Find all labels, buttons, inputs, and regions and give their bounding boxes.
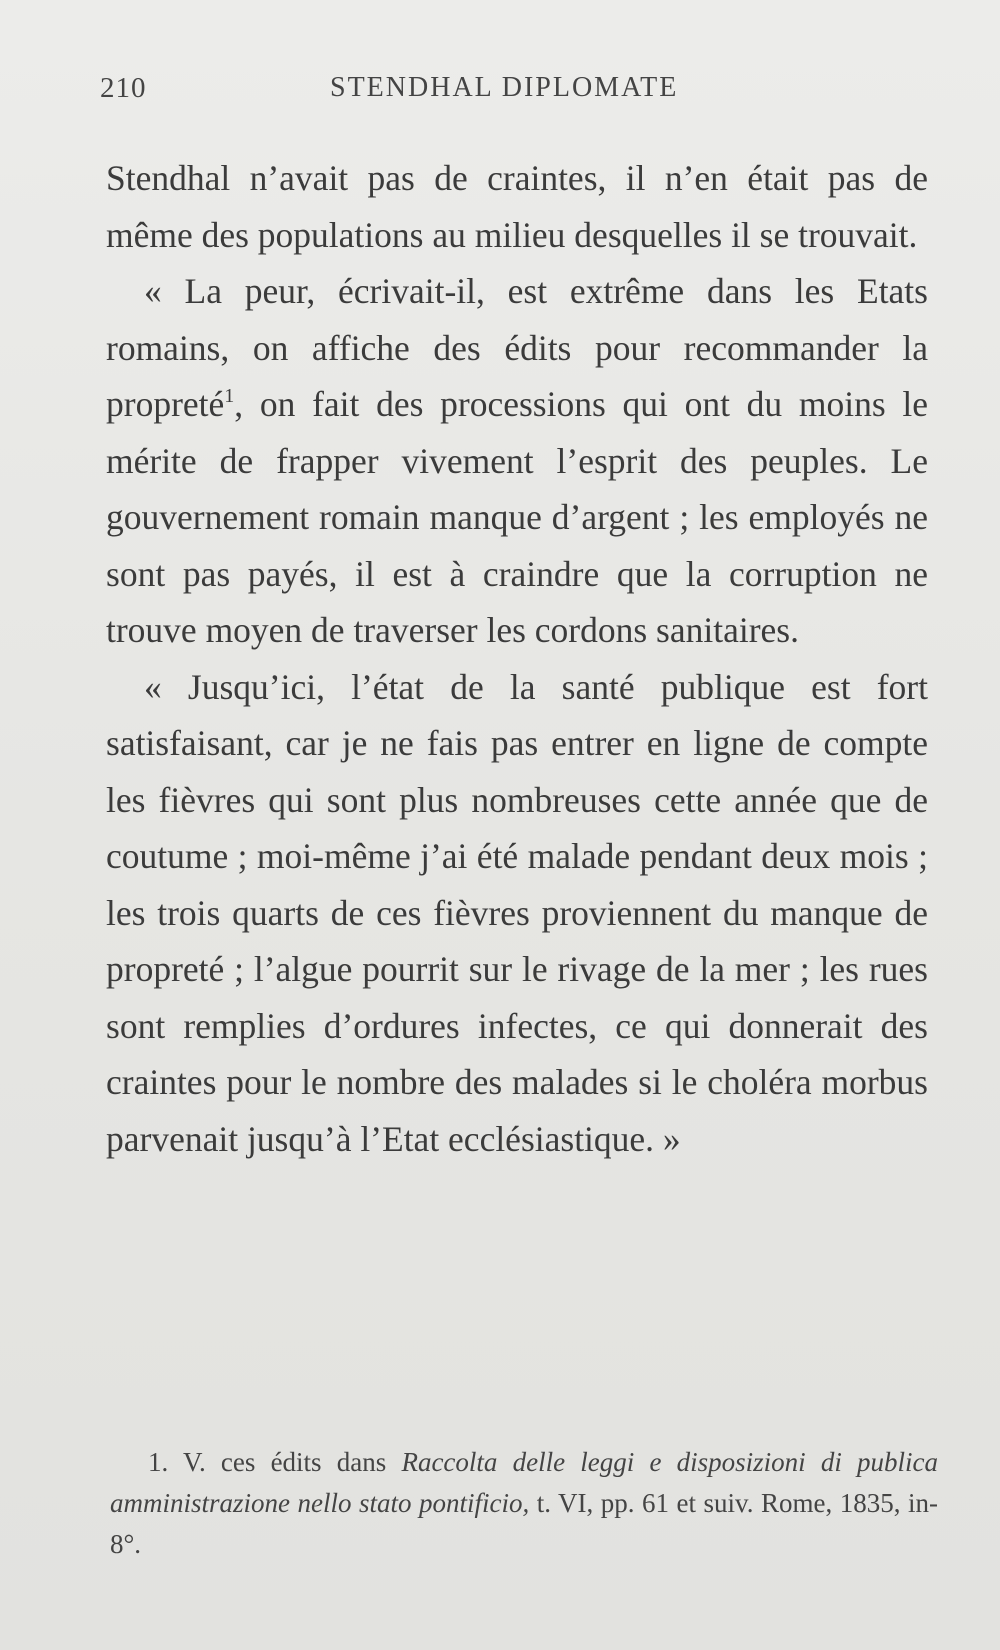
footnote bbox=[110, 1442, 938, 1565]
paragraph-2 bbox=[106, 263, 928, 659]
paragraph-1-text: Stendhal n’avait pas de craintes, il n’en était pas de même des populations au milieu desquelles il se trouvait. bbox=[106, 158, 928, 255]
paragraph-1 bbox=[106, 150, 928, 263]
paragraph-2-text-before-note: « La peur, écrivait-il, est extrême dans les Etats romains, on affiche des édits pour recommander la propreté bbox=[106, 271, 928, 424]
running-head bbox=[100, 72, 900, 112]
paragraph-3 bbox=[106, 659, 928, 1168]
footnote-text-after: t. VI, pp. 61 et suiv. Rome, 1835, in-8°. bbox=[110, 1488, 939, 1559]
footnote-reference: 1 bbox=[224, 385, 235, 407]
footnote-number: 1. bbox=[148, 1447, 169, 1477]
footnote-title: Raccolta delle leggi e disposizioni di publica amministrazione nello stato pontificio, bbox=[110, 1447, 939, 1518]
paragraph-2-text-after-note: , on fait des processions qui ont du moins le mérite de frapper vivement l’esprit des peuples. Le gouvernement romain manque d’argent ; les employés ne sont pas payés, il est à craindre que la corruption ne trouve moyen de traverser les cordons sanitaires. bbox=[106, 384, 928, 650]
body-text bbox=[106, 150, 928, 1167]
running-title: STENDHAL DIPLOMATE bbox=[330, 72, 679, 103]
paragraph-3-text: « Jusqu’ici, l’état de la santé publique est fort satisfaisant, car je ne fais pas entrer en ligne de compte les fièvres qui sont plus nombreuses cette année que de coutume ; moi-même j’ai été malade pendant deux mois ; les trois quarts de ces fièvres proviennent du manque de propreté ; l’algue pourrit sur le rivage de la mer ; les rues sont remplies d’ordures infectes, ce qui donnerait des craintes pour le nombre des malades si le choléra morbus parvenait jusqu’à l’Etat ecclésiastique. » bbox=[106, 666, 928, 1159]
page-number: 210 bbox=[100, 72, 147, 104]
footnote-text-before: V. ces édits dans bbox=[182, 1447, 387, 1477]
